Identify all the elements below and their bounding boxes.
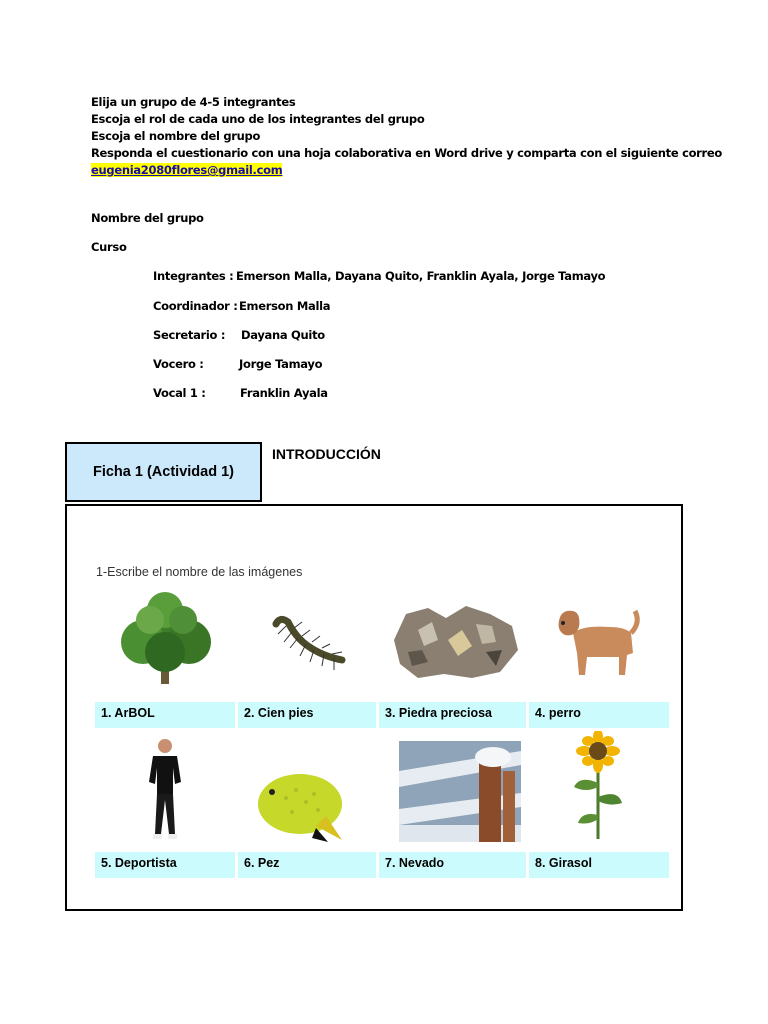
coordinator-role: Coordinador : <box>153 299 238 313</box>
gemstone-rock-icon <box>388 600 520 682</box>
ficha-title: Ficha 1 (Actividad 1) <box>92 464 234 480</box>
instructions <box>91 94 722 179</box>
runner-icon <box>143 738 187 842</box>
members-row <box>153 269 606 283</box>
secretary-value: Dayana Quito <box>241 328 325 342</box>
answer-2: 2. Cien pies <box>238 702 376 728</box>
tree-icon <box>115 590 217 688</box>
answer-6: 6. Pez <box>238 852 376 878</box>
intro-title: INTRODUCCIÓN <box>272 446 381 462</box>
fish-icon <box>256 768 346 844</box>
spokesperson-value: Jorge Tamayo <box>239 357 323 371</box>
vocal-row <box>153 386 328 400</box>
spokesperson-row <box>153 357 323 371</box>
course-label: Curso <box>91 240 127 254</box>
snowy-fence-icon <box>399 741 521 842</box>
ficha-tab <box>65 442 262 502</box>
sunflower-icon <box>570 731 626 841</box>
answer-1: 1. ArBOL <box>95 702 235 728</box>
coordinator-row <box>153 299 331 313</box>
dog-icon <box>553 603 645 679</box>
answer-8: 8. Girasol <box>529 852 669 878</box>
answer-4: 4. perro <box>529 702 669 728</box>
answer-3: 3. Piedra preciosa <box>379 702 526 728</box>
spokesperson-role: Vocero : <box>153 357 204 371</box>
email-link[interactable]: eugenia2080flores@gmail.com <box>91 163 283 177</box>
instruction-4: Responda el cuestionario con una hoja colaborativa en Word drive y comparta con el siguiente correo <box>91 146 723 160</box>
answer-7: 7. Nevado <box>379 852 526 878</box>
group-name-label: Nombre del grupo <box>91 211 204 225</box>
instruction-1: Elija un grupo de 4-5 integrantes <box>91 95 296 109</box>
answer-5: 5. Deportista <box>95 852 235 878</box>
question-text: 1-Escribe el nombre de las imágenes <box>96 565 303 579</box>
vocal-value: Franklin Ayala <box>240 386 328 400</box>
instruction-3: Escoja el nombre del grupo <box>91 129 261 143</box>
vocal-role: Vocal 1 : <box>153 386 206 400</box>
centipede-icon <box>268 612 348 672</box>
coordinator-value: Emerson Malla <box>239 299 331 313</box>
members-value: Emerson Malla, Dayana Quito, Franklin Ayala, Jorge Tamayo <box>236 269 606 283</box>
secretary-role: Secretario : <box>153 328 226 342</box>
secretary-row <box>153 328 325 342</box>
instruction-2: Escoja el rol de cada uno de los integrantes del grupo <box>91 112 425 126</box>
members-role: Integrantes : <box>153 269 234 283</box>
